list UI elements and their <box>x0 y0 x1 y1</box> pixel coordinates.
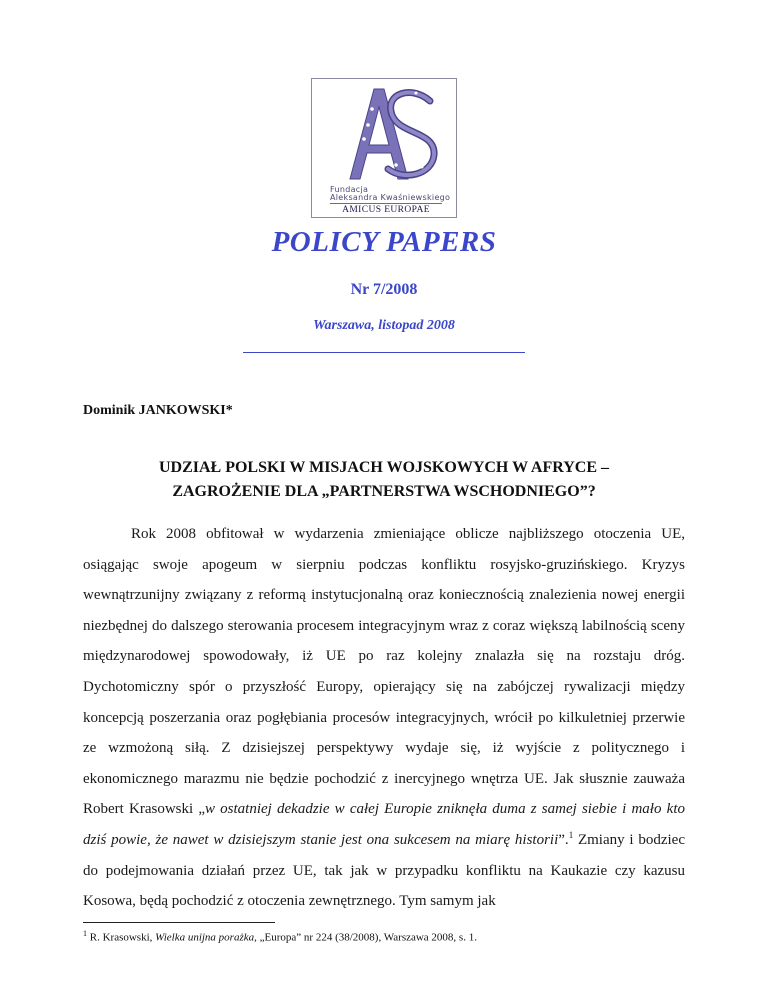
body-quote: w ostatniej dekadzie w całej Europie zniknęła duma z samej siebie i mało kto dziś powie, że nawet w dzisiejszym stanie jest ona sukcesem na miarę historii <box>83 801 685 848</box>
header-divider <box>243 352 525 353</box>
series-title: POLICY PAPERS <box>271 226 497 258</box>
footnote-title: Wielka unijna porażka <box>155 931 255 944</box>
foundation-logo <box>311 78 457 218</box>
body-text-part1: Rok 2008 obfitował w wydarzenia zmieniające oblicze najbliższego otoczenia UE, osiągając swoje apogeum w sierpniu podczas konfliktu rosyjsko-gruzińskiego. Kryzys wewnątrzunijny związany z reformą instytucjonalną oraz koniecznością znalezienia nowej energii niezbędnej do dalszego sterowania procesem integracyjnym wraz z coraz większą labilnością sceny międzynarodowej spowodowały, iż UE po raz kolejny znalazła się na rozstaju dróg. Dychotomiczny spór o przyszłość Europy, opierający się na zabójczej rywalizacji między koncepcją poszerzania oraz pogłębiania procesów integracyjnych, wrócił po kilkuletniej przerwie ze wzmożoną siłą. Z dzisiejszej perspektywy wydaje się, iż wyjście z politycznego i ekonomicznego marazmu nie będzie pochodzić z inercyjnego wnętrza UE. Jak słusznie zauważa Robert Krasowski „ <box>83 526 685 818</box>
logo-founder-label: Aleksandra Kwaśniewskiego <box>330 193 451 202</box>
body-text-part2: ”. <box>558 831 569 848</box>
footnote-reference[interactable]: 1 <box>568 829 574 840</box>
footnote <box>83 929 477 944</box>
issue-number: Nr 7/2008 <box>350 281 418 298</box>
logo-band-label: AMICUS EUROPAE <box>330 203 442 216</box>
footnote-divider <box>83 922 275 923</box>
article-heading <box>0 456 768 504</box>
body-paragraph <box>83 519 685 917</box>
article-body <box>83 519 685 917</box>
heading-line-2: ZAGROŻENIE DLA „PARTNERSTWA WSCHODNIEGO”? <box>172 483 596 500</box>
footnote-suffix: , „Europa” nr 224 (38/2008), Warszawa 2008, s. 1. <box>254 931 477 944</box>
author-name: Dominik JANKOWSKI* <box>83 403 233 418</box>
footnote-prefix: R. Krasowski, <box>87 931 156 944</box>
footnote-mark: 1 <box>83 929 87 938</box>
body-text-part3: Zmiany i bodziec do podejmowania działań przez UE, tak jak w przypadku konfliktu na Kaukazie czy kazusu Kosowa, będą pochodzić z otoczenia zewnętrznego. Tym samym jak <box>83 831 685 910</box>
heading-line-1: UDZIAŁ POLSKI W MISJACH WOJSKOWYCH W AFRYCE – <box>158 459 610 476</box>
as-monogram-icon <box>312 79 458 183</box>
logo-foundation-label: Fundacja <box>330 185 369 194</box>
place-date: Warszawa, listopad 2008 <box>313 318 455 333</box>
